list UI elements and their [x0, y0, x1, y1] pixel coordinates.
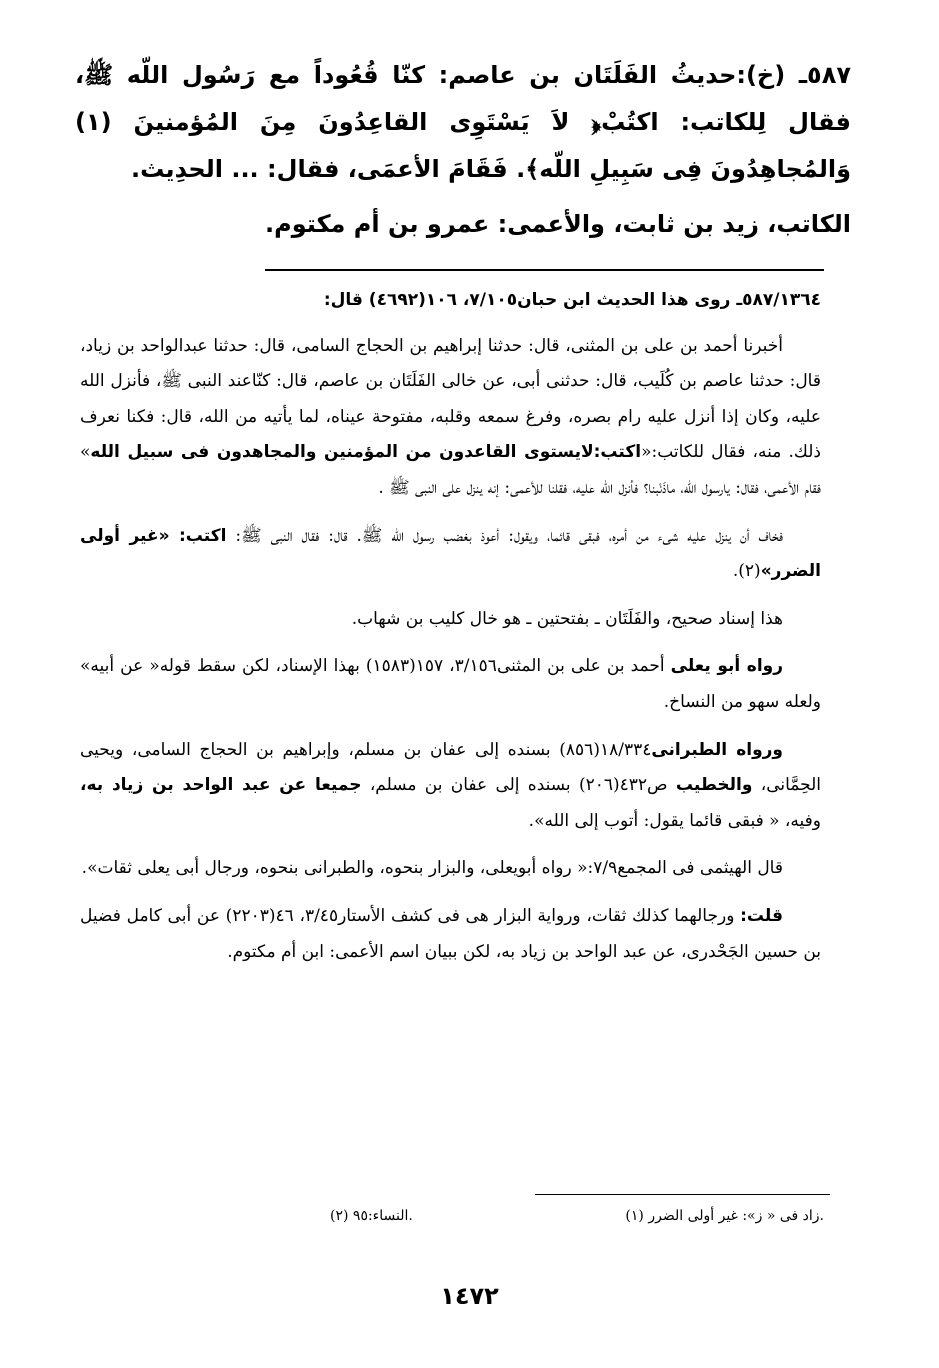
hadith-text: ٥٨٧ـ (خ):حديثُ الفَلَتَان بن عاصم: كنّا قُعُوداً مع رَسُول اللّه ﷺ، فقال لِلكاتب: اكتُبْ﴿ لاَ يَسْتَوِى القاعِدُونَ مِنَ المُؤمنينَ (١) وَالمُجاهِدُونَ فِى سَبِيلِ اللّه﴾. فَقَامَ الأعمَى، فقال: ... الحدِيث.	[75, 61, 851, 183]
commentary-paragraph-tabarani	[80, 733, 821, 840]
commentary-paragraph-abu-yala	[80, 649, 821, 720]
commentary-paragraph-author-note	[80, 899, 821, 970]
shared-chain-note: جميعا عن عبد الواحد بن زياد به،	[80, 775, 362, 796]
hadith-note: الكاتب، زيد بن ثابت، والأعمى: عمرو بن أم مكتوم.	[265, 210, 851, 238]
source-name-abu-yala: رواه أبو يعلى	[670, 656, 783, 677]
source-name-tabarani: ورواه الطبرانى	[651, 739, 783, 760]
quoted-addition: اكتب: «غير أولى الضرر»	[80, 525, 821, 582]
commentary-block	[80, 283, 821, 982]
footnote-divider	[535, 1194, 830, 1195]
quoted-verse: اكتب:لايستوى القاعدون من المؤمنين والمجاهدون فى سبيل الله	[90, 442, 642, 463]
continuation-text: فخاف أن ينزل عليه شىء من أمره، فبقى قائما، ويقول: أعوذ بغضب رسول الله ﷺ. قال: فقال النبى ﷺ:	[235, 525, 784, 546]
isnad-text: أخبرنا أحمد بن على بن المثنى، قال: حدثنا إبراهيم بن الحجاج السامى، قال: حدثنا عبدالواحد بن زياد، قال: حدثنا عاصم بن كُلَيب، قال: حدثنى أبى، عن خالى الفَلَتَان بن عاصم، قال: كنّاعند النبى ﷺ، فأنزل الله عليه، وكان إذا أنزل عليه رام بصره، وفرغ سمعه وقلبه، مفتوحة عيناه، لما يأتيه من الله، قال: فكنا نعرف ذلك. منه، فقال للكاتب:«	[80, 335, 821, 463]
footnote-ref-2: (٢).	[732, 561, 761, 582]
abu-yala-text: أحمد بن على بن المثنى٣/١٥٦، ١٥٧(١٥٨٣) بهذا الإسناد، لكن سقط قوله« عن أبيه» ولعله سهو من النساخ.	[80, 656, 821, 712]
section-divider	[265, 269, 824, 271]
author-note-label: قلت:	[740, 905, 783, 926]
khatib-text: ص٤٣٢(٢٠٦) بسنده إلى عفان بن مسلم،	[361, 775, 676, 796]
footnotes	[330, 1206, 824, 1226]
commentary-paragraph-continuation	[80, 519, 821, 590]
commentary-paragraph-haythami: قال الهيثمى فى المجمع٧/٩:« رواه أبويعلى، والبزار بنحوه، والطبرانى بنحوه، ورجال أبى يعلى ثقات».	[81, 858, 783, 879]
commentary-paragraph-grading: هذا إسناد صحيح، والفَلَتَان ـ بفتحتين ـ هو خال كليب بن شهاب.	[351, 608, 783, 629]
tabarani-text-end: وفيه، « فبقى قائما يقول: أتوب إلى الله».	[528, 810, 821, 831]
tabarani-text: ١٨/٣٣٤(٨٥٦) بسنده إلى عفان بن مسلم، وإبراهيم بن الحجاج السامى، ويحيى الحِمَّانى،	[80, 739, 821, 796]
footnote-2: (٢) النساء:٩٥.	[330, 1208, 413, 1224]
footnote-1: (١) زاد فى « ز»: غير أولى الضرر.	[625, 1208, 824, 1224]
source-name-khatib: والخطيب	[675, 775, 753, 796]
isnad-text-end: » فقام الأعمى، فقال: يارسول الله، ماذَنْبنا؟ فأنزل الله عليه، فقلنا للأعمى: إنه ينزل على النبى ﷺ .	[80, 442, 821, 498]
commentary-heading	[80, 283, 821, 319]
main-hadith-block	[75, 52, 851, 248]
commentary-paragraph-isnad	[80, 329, 821, 507]
page-number: ١٤٧٢	[440, 1282, 499, 1310]
commentary-heading-text: ٥٨٧/١٣٦٤ـ روى هذا الحديث ابن حبان٧/١٠٥، ١٠٦(٤٦٩٢) قال:	[323, 290, 821, 310]
author-note-text: ورجالهما كذلك ثقات، ورواية البزار هى فى كشف الأستار٣/٤٥، ٤٦(٢٢٠٣) عن أبى كامل فضيل بن حسين الجَحْدرى، عن عبد الواحد بن زياد به، لكن ببيان اسم الأعمى: ابن أم مكتوم.	[80, 905, 821, 962]
